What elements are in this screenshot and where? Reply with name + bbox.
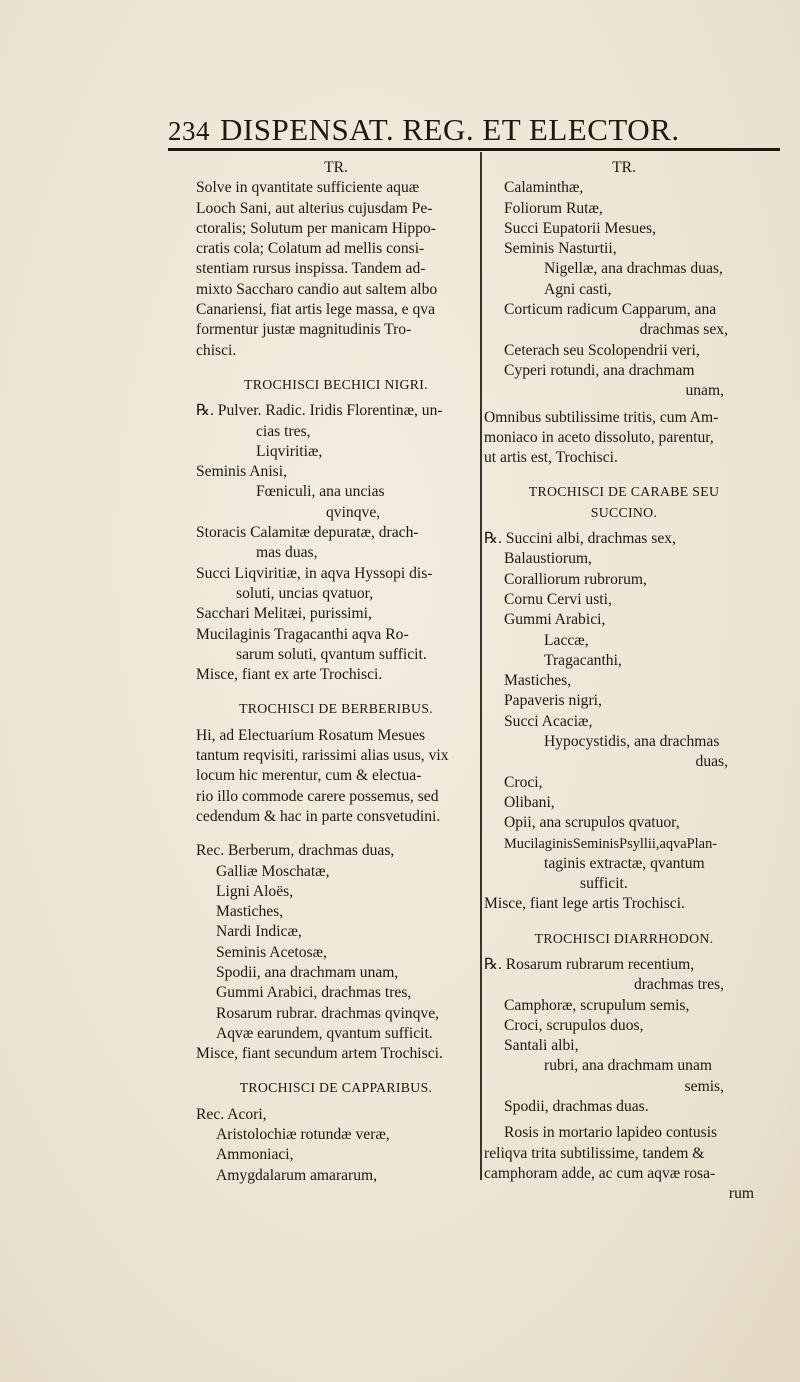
text-line: Rosis in mortario lapideo contusis [504,1124,718,1142]
recipe-line: Tragacanthi, [544,651,622,669]
section-heading: TROCHISCI BECHICI NIGRI. [244,376,428,392]
recipe-line: Gummi Arabici, [504,611,606,629]
recipe-line: Laccæ, [544,631,589,649]
text-line: formentur justæ magnitudinis Tro- [196,321,412,339]
recipe-line: Amygdalarum amararum, [216,1166,378,1184]
recipe-line: soluti, uncias qvatuor, [236,584,374,602]
recipe-line: Foliorum Rutæ, [504,199,603,217]
recipe-line: Succi Liqviritiæ, in aqva Hyssopi dis- [196,564,433,582]
page-number: 234 [168,116,210,146]
recipe-line: cias tres, [256,422,311,440]
recipe-line: Papaveris nigri, [504,692,602,710]
recipe-line: Seminis Nasturtii, [504,240,617,258]
recipe-line: Fœniculi, ana uncias [256,483,385,501]
column-catchword: TR. [612,159,636,176]
text-line: mixto Saccharo candio aut saltem albo [196,280,438,298]
recipe-line: Succi Acaciæ, [504,712,593,730]
text-line: reliqva trita subtilissime, tandem & [484,1144,705,1162]
recipe-line: Corticum radicum Capparum, ana [504,301,717,319]
recipe-line: Mastiches, [216,903,284,921]
recipe-line: Liqviritiæ, [256,442,323,460]
running-head [168,112,768,148]
recipe-line: Succi Eupatorii Mesues, [504,219,657,237]
column-catchword: TR. [324,159,348,176]
recipe-line: sufficit. [580,875,628,893]
recipe-line: Galliæ Moschatæ, [216,862,330,880]
recipe-line: Spodii, ana drachmam unam, [216,963,399,981]
section-heading: TROCHISCI DE CAPPARIBUS. [239,1080,433,1096]
text-line: ut artis est, Trochisci. [484,449,618,467]
recipe-line: Cyperi rotundi, ana drachmam [504,361,695,379]
text-line: moniaco in aceto dissoluto, parentur, [484,428,714,446]
text-line: camphoram adde, ac cum aqvæ rosa- [484,1164,716,1182]
text-line: Omnibus subtilissime tritis, cum Am- [484,408,719,426]
catchword: rum [728,1185,754,1203]
recipe-line: Opii, ana scrupulos qvatuor, [504,814,680,832]
recipe-line: drachmas tres, [633,976,724,994]
recipe-line: Ammoniaci, [216,1146,294,1164]
recipe-line: Agni casti, [544,280,612,298]
recipe-line: Coralliorum rubrorum, [504,570,647,588]
header-rule [168,148,780,151]
recipe-line: qvinqve, [326,503,381,521]
recipe-line: Misce, fiant secundum artem Trochisci. [196,1045,443,1063]
recipe-line: Ceterach seu Scolopendrii veri, [504,341,700,359]
recipe-line: Sacchari Melitæi, purissimi, [196,605,372,623]
recipe-line: Aqvæ earundem, qvantum sufficit. [216,1024,433,1042]
recipe-line: Croci, [504,773,543,791]
recipe-line: Olibani, [504,793,555,811]
recipe-line: Camphoræ, scrupulum semis, [504,996,690,1014]
recipe-line: Cornu Cervi usti, [504,590,612,608]
recipe-line: Rosarum rubrar. drachmas qvinqve, [216,1004,440,1022]
text-line: cratis cola; Colatum ad mellis consi- [196,240,425,258]
text-line: cedendum & hac in parte consvetudini. [196,807,441,825]
recipe-line: Misce, fiant ex arte Trochisci. [196,666,383,684]
left-column [196,158,476,1186]
text-line: Hi, ad Electuarium Rosatum Mesues [196,726,426,744]
section-heading-continued: SUCCINO. [590,504,658,520]
recipe-line: Nardi Indicæ, [216,923,302,941]
text-line: Canariensi, fiat artis lege massa, e qva [196,301,436,319]
recipe-line: Balaustiorum, [504,550,592,568]
text-line: locum hic merentur, cum & electua- [196,767,422,785]
recipe-line: Mucilaginis Tragacanthi aqva Ro- [196,625,409,643]
recipe-line: Seminis Acetosæ, [216,943,327,961]
recipe-line: Seminis Anisi, [196,463,287,481]
recipe-line: Aristolochiæ rotundæ veræ, [216,1126,390,1144]
recipe-line: unam, [685,382,724,400]
text-line: Solve in qvantitate sufficiente aquæ [196,179,420,197]
recipe-line: drachmas sex, [639,321,728,339]
right-column [484,158,764,1205]
recipe-line: Nigellæ, ana drachmas duas, [544,260,723,278]
recipe-line: duas, [695,753,728,771]
text-line: ctoralis; Solutum per manicam Hippo- [196,219,436,237]
recipe-line: ℞. Succini albi, drachmas sex, [484,530,676,548]
recipe-line: Mastiches, [504,672,572,690]
recipe-line: Croci, scrupulos duos, [504,1016,644,1034]
text-line: stentiam rursus inspissa. Tandem ad- [196,260,426,278]
recipe-line: rubri, ana drachmam unam [544,1057,712,1075]
text-line: Looch Sani, aut alterius cujusdam Pe- [196,199,433,217]
section-heading: TROCHISCI DE BERBERIBUS. [239,701,433,717]
text-line: chisci. [196,341,237,359]
recipe-line: semis, [684,1077,724,1095]
recipe-line: Santali albi, [504,1037,579,1055]
page-title: DISPENSAT. REG. ET ELECTOR. [220,112,680,147]
section-heading: TROCHISCI DIARRHODON. [534,930,714,946]
recipe-line: sarum soluti, qvantum sufficit. [236,645,427,663]
column-divider [480,152,482,1180]
recipe-line: Rec. Acori, [196,1105,267,1123]
text-line: tantum reqvisiti, rarissimi alias usus, vix [196,747,449,765]
recipe-line: Calaminthæ, [504,179,584,197]
recipe-line: mas duas, [256,544,318,562]
recipe-line: Gummi Arabici, drachmas tres, [216,984,412,1002]
text-line: rio illo commode carere possemus, sed [196,787,439,805]
recipe-line: ℞. Pulver. Radic. Iridis Florentinæ, un- [196,402,443,420]
recipe-line: taginis extractæ, qvantum [544,854,705,872]
recipe-line: Misce, fiant lege artis Trochisci. [484,895,685,913]
recipe-line: Storacis Calamitæ depuratæ, drach- [196,524,419,542]
recipe-line: MucilaginisSeminisPsyllii,aqvaPlan- [504,835,718,852]
recipe-line: ℞. Rosarum rubrarum recentium, [484,955,695,973]
section-heading: TROCHISCI DE CARABE SEU [528,484,720,500]
recipe-line: Hypocystidis, ana drachmas [544,733,720,751]
recipe-line: Spodii, drachmas duas. [504,1098,649,1116]
recipe-line: Ligni Aloës, [216,882,294,900]
recipe-line: Rec. Berberum, drachmas duas, [196,842,395,860]
